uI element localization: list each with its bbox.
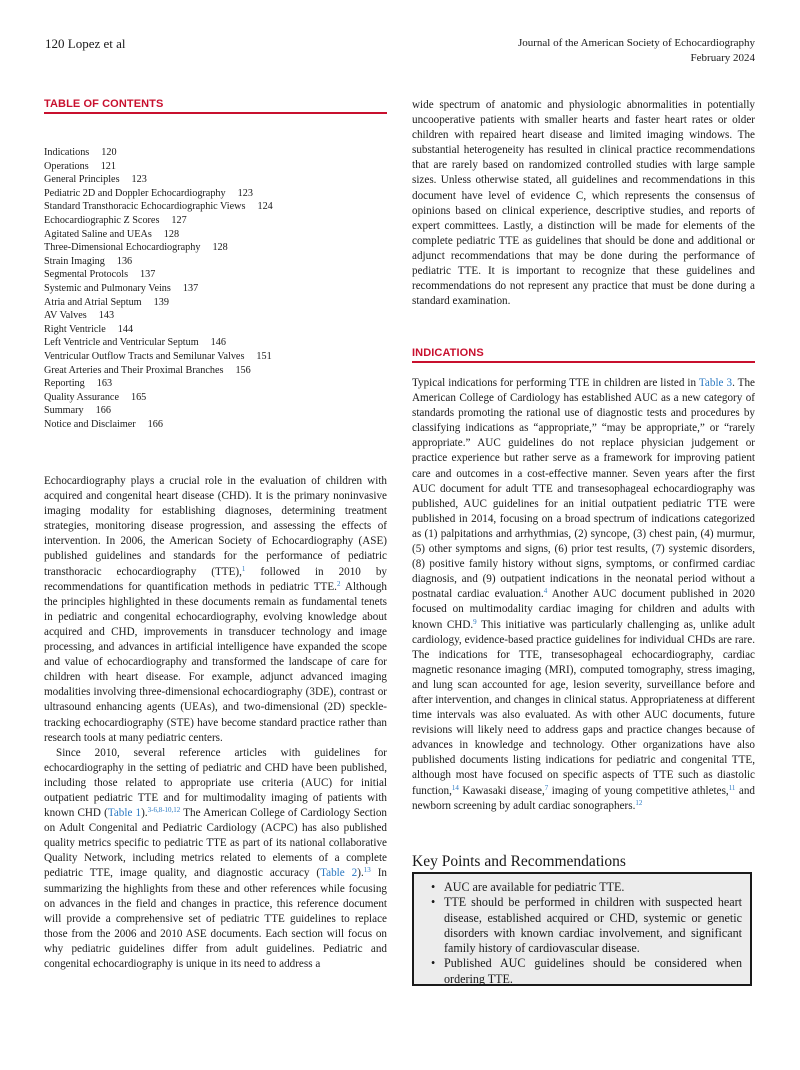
toc-item[interactable]: General Principles 123 (44, 174, 147, 186)
toc-heading-wrap (44, 98, 387, 114)
toc-item[interactable]: Reporting 163 (44, 378, 113, 390)
citation[interactable]: 13 (363, 866, 371, 875)
journal-name: Journal of the American Society of Echocardiography (517, 37, 755, 49)
citation[interactable]: 4 (543, 587, 548, 596)
toc-item[interactable]: Pediatric 2D and Doppler Echocardiography 123 (44, 187, 253, 199)
indications-paragraph: Typical indications for performing TTE in children are listed in Table 3. The American College of Cardiology has established AUC as a new category of standards promoting the rational use of diagnostic tests and procedures by classifying indications as “appropriate,” “may be appropriate,” or “rarely appropriate.” AUC guidelines do not replace physician judgement or practice experience but rather serve as a framework for improving patient care and outcomes in a cost-effective manner. Seven years after the first AUC document for adult TTE and transesophageal echocardiography was published, AUC guidelines for an initial outpatient pediatric TTE were published in 2014, focusing on a broad spectrum of indications categorized as (1) palpitations and arrhythmias, (2) syncope, (3) chest pain, (4) murmur, (5) other symptoms and signs, (6) prior test results, (7) systemic disorders, (8) positive family history without signs, symptoms, or confirmed cardiac diagnosis, and (9) outpatient indications in the neonatal period without a postnatal cardiac evaluation.$^4$ Another AUC document published in 2020 focused on multimodality cardiac imaging for children and adults with known CHD.$^9$ This initiative was particularly challenging as, unlike adult cardiology, evidence-based practice guidelines for individual CHDs are rare. The indications for TTE, transesophageal echocardiography, cardiac magnetic resonance imaging (MRI), computed tomography, stress imaging, and lung scan accounted for age, lesion severity, surveillance before and after intervention, and changes in clinical status. Appropriateness at different time intervals was also evaluated. As with other AUC documents, future revisions will likely need to address gaps and practice changes because of advances in knowledge and technology. Other organizations have also published documents listing indications for pediatric and congenital TTE, although most have focused on specific aspects of TTE such as diastolic function,$^{14}$ Kawasaki disease,$^7$ imaging of young competitive athletes,$^{11}$ and newborn screening by adult cardiac sonographers.$^{12}$ (412, 377, 755, 812)
citation[interactable]: 2 (336, 579, 341, 588)
citation[interactable]: 14 (451, 783, 459, 792)
toc-item[interactable]: Quality Assurance 165 (44, 391, 147, 403)
toc-item[interactable]: Notice and Disclaimer 166 (44, 418, 163, 430)
key-point-item: • Published AUC guidelines should be considered when ordering TTE. (444, 956, 742, 987)
intro-paragraph-1: Echocardiography plays a crucial role in the evaluation of children with acquired and congenital heart disease (CHD). It is the primary noninvasive imaging modality for establishing diagnoses, determining treatment strategies, monitoring disease progression, and assessing the effects of intervention. In 2006, the American Society of Echocardiography (ASE) published guidelines and standards for the performance of pediatric transthoracic echocardiography (TTE),$^1$ followed in 2010 by recommendations for quantification methods in pediatric TTE.$^2$ Although the principles highlighted in these documents remain as fundamental tenets in pediatric and congenital echocardiography, evolving knowledge about acquired and CHD, improvements in transducer technology and image processing, and advances in artificial intelligence have expanded the scope and value of echocardiography and transformed the landscape of care for children with heart disease. For example, adjunct advanced imaging modalities involving three-dimensional echocardiography (3DE), contrast or ultrasound enhancing agents (UEAs), and two-dimensional (2D) speckle-tracking echocardiography (STE) have become standard practice rather than research tools at many pediatric centers. (44, 475, 387, 744)
toc-heading: TABLE OF CONTENTS (44, 98, 387, 114)
toc-item[interactable]: Left Ventricle and Ventricular Septum 146 (44, 337, 226, 349)
key-point-item: • AUC are available for pediatric TTE. (444, 880, 742, 895)
indications-heading-wrap (412, 347, 755, 363)
intro-section (44, 474, 387, 972)
citation[interactable]: 7 (544, 783, 549, 792)
issue-date: February 2024 (690, 52, 755, 64)
citation[interactable]: 11 (728, 783, 736, 792)
indications-heading: INDICATIONS (412, 347, 755, 363)
toc-item[interactable]: Strain Imaging 136 (44, 255, 133, 267)
toc-item[interactable]: Segmental Protocols 137 (44, 269, 156, 281)
running-header-left: 120 Lopez et al (45, 36, 126, 51)
toc-list (44, 146, 273, 431)
citation[interactable]: 9 (473, 617, 477, 626)
intro-paragraph-3: wide spectrum of anatomic and physiologic abnormalities in potentially uncooperative patients with smaller hearts and faster heart rates or older children with repaired heart disease and limited imaging windows. The substantial heterogeneity has resulted in clinical practice recommendations that are rarely based on randomized controlled studies with large sample sizes. Unless otherwise stated, all guidelines and recommendations in this document have level of evidence C, which represents the consensus of opinions based on clinical experience, descriptive studies, and reports of expert committees. Lastly, a distinction will be made for elements of the complete pediatric TTE as guidelines that should be done and additional or adjunct recommendations that may be done during the performance of pediatric TTE. It is important to recognize that these guidelines and recommendations do not represent any practice that must be done during a standard examination. (412, 99, 755, 308)
key-points-box (412, 872, 752, 986)
indications-section (412, 376, 755, 814)
toc-item[interactable]: Right Ventricle 144 (44, 323, 134, 335)
toc-item[interactable]: Systemic and Pulmonary Veins 137 (44, 282, 199, 294)
toc-item[interactable]: Agitated Saline and UEAs 128 (44, 228, 180, 240)
toc-item[interactable]: Indications 120 (44, 147, 117, 158)
toc-item[interactable]: Ventricular Outflow Tracts and Semilunar Valves 151 (44, 350, 272, 362)
citation[interactable]: 12 (635, 798, 643, 807)
toc-item[interactable]: Summary 166 (44, 405, 111, 417)
running-header-right (518, 36, 755, 66)
table-link[interactable]: Table 2 (320, 867, 358, 880)
toc-item[interactable]: Great Arteries and Their Proximal Branches 156 (44, 364, 251, 376)
toc-item[interactable]: Operations 121 (44, 160, 116, 172)
toc-item[interactable]: Three-Dimensional Echocardiography 128 (44, 242, 228, 254)
table-link[interactable]: Table 1 (107, 807, 142, 820)
toc-item[interactable]: Echocardiographic Z Scores 127 (44, 214, 187, 226)
intro-paragraph-2: Since 2010, several reference articles with guidelines for echocardiography in the setting of pediatric and CHD have been published, including those related to appropriate use criteria (AUC) for initial outpatient pediatric TTE and for multimodality imaging of patients with known CHD (Table 1).$^{3-6,8-10,12}$ The American College of Cardiology Section on Adult Congenital and Pediatric Cardiology (ACPC) has also published quality metrics specific to pediatric TTE as part of its national collaborative Quality Network, including metrics related to elements of a complete pediatric TTE, image quality, and diagnostic accuracy (Table 2).$^{13}$ In summarizing the highlights from these and other references while focusing on advances in the field and changes in practice, this reference document will provide a comprehensive set of pediatric TTE guidelines to replace those from the 2006 and 2010 ASE documents. Each section will focus on why pediatric guidelines differ from adult guidelines. Pediatric and congenital echocardiography is unique in its need to address a (44, 746, 387, 970)
key-points-title: Key Points and Recommendations (412, 853, 626, 870)
citation[interactable]: 3-6,8-10,12 (147, 806, 181, 815)
key-points-list (422, 880, 742, 987)
citation[interactable]: 1 (241, 564, 246, 573)
toc-item[interactable]: Standard Transthoracic Echocardiographic Views 124 (44, 201, 273, 213)
table-link[interactable]: Table 3 (698, 377, 733, 389)
intro-continuation (412, 98, 755, 309)
key-point-item: • TTE should be performed in children with suspected heart disease, established acquired or CHD, systemic or genetic disorders with known cardiac involvement, and significant family history of cardiovascular disease. (444, 895, 742, 956)
toc-item[interactable]: Atria and Atrial Septum 139 (44, 296, 169, 308)
toc-item[interactable]: AV Valves 143 (44, 310, 115, 322)
